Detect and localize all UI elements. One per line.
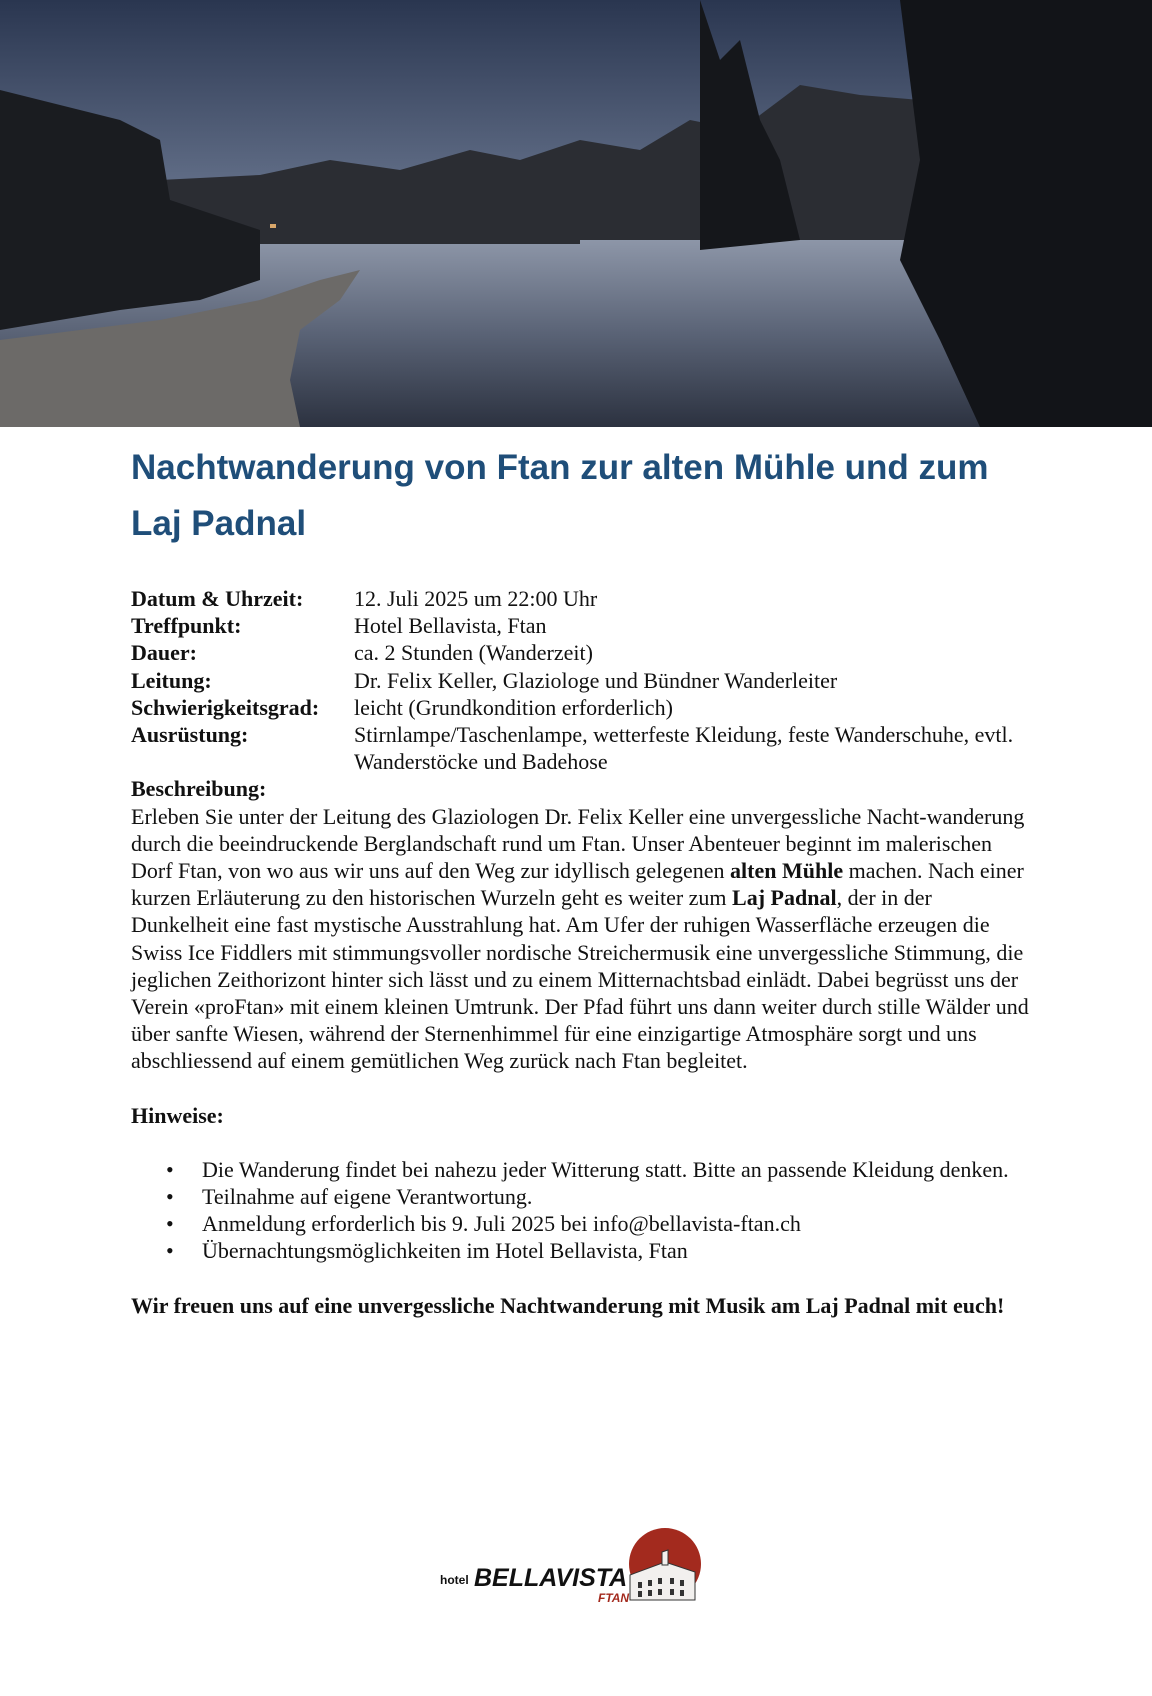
detail-row-difficulty	[131, 694, 1031, 721]
title-line-2: Laj Padnal	[131, 504, 307, 543]
title-line-1: Nachtwanderung von Ftan zur alten Mühle und zum	[131, 448, 989, 487]
event-content	[131, 585, 1031, 1319]
list-item: • Übernachtungsmöglichkeiten im Hotel Bellavista, Ftan	[202, 1237, 1031, 1264]
description-heading: Beschreibung:	[131, 776, 267, 802]
hero-image	[0, 0, 1152, 427]
bellavista-logo	[430, 1520, 710, 1620]
detail-value: ca. 2 Stunden (Wanderzeit)	[354, 640, 593, 666]
detail-value: 12. Juli 2025 um 22:00 Uhr	[354, 586, 598, 611]
logo-small: hotel	[440, 1573, 469, 1587]
detail-label: Treffpunkt:	[131, 613, 242, 639]
detail-label: Ausrüstung:	[131, 722, 249, 748]
detail-row-duration	[131, 639, 1031, 666]
detail-label: Schwierigkeitsgrad:	[131, 694, 320, 720]
notes-list	[131, 1156, 1031, 1265]
night-lake-landscape	[0, 0, 1152, 427]
description-text: Erleben Sie unter der Leitung des Glaziologen Dr. Felix Keller eine unvergessliche Nacht-wanderung durch die beeindruckende Berglandschaft rund um Ftan. Unser Abenteuer beginnt im malerischen Dorf Ftan, von wo aus wir uns auf den Weg zur idyllisch gelegenen alten Mühle machen. Nach einer kurzen Erläuterung zu den historischen Wurzeln geht es weiter zum Laj Padnal, der in der Dunkelheit eine fast mystische Ausstrahlung hat. Am Ufer der ruhigen Wasserfläche erzeugen die Swiss Ice Fiddlers mit stimmungsvoller nordische Streichermusik eine unvergessliche Stimmung, die jeglichen Zeithorizont hinter sich lässt und zu einem Mitternachtsbad einlädt. Dabei begrüsst uns der Verein «proFtan» mit einem kleinen Umtrunk. Der Pfad führt uns dann weiter durch stille Wälder und über sanfte Wiesen, während der Sternenhimmel für eine einzigartige Atmosphäre sorgt und uns abschliessend auf einem gemütlichen Weg zurück nach Ftan begleitet.	[131, 803, 1029, 1074]
list-item: • Anmeldung erforderlich bis 9. Juli 2025 bei info@bellavista-ftan.ch	[202, 1210, 1031, 1237]
detail-label: Leitung:	[131, 667, 212, 693]
detail-value: Hotel Bellavista, Ftan	[354, 613, 547, 639]
list-item: • Teilnahme auf eigene Verantwortung.	[202, 1183, 1031, 1210]
detail-row-date	[131, 585, 1031, 612]
detail-value: Dr. Felix Keller, Glaziologe und Bündner Wanderleiter	[354, 667, 838, 693]
closing-text: Wir freuen uns auf eine unvergessliche Nachtwanderung mit Musik am Laj Padnal mit euch!	[131, 1292, 1005, 1318]
detail-row-equipment	[131, 721, 1031, 775]
notes-heading: Hinweise:	[131, 1102, 224, 1128]
detail-row-leader	[131, 667, 1031, 694]
hotel-logo	[430, 1520, 710, 1620]
detail-label: Dauer:	[131, 640, 197, 666]
detail-value: leicht (Grundkondition erforderlich)	[354, 694, 673, 720]
page-title	[131, 440, 1031, 552]
list-item: • Die Wanderung findet bei nahezu jeder Witterung statt. Bitte an passende Kleidung denken.	[202, 1156, 1031, 1183]
description-section	[131, 775, 1031, 1074]
detail-row-meeting-point	[131, 612, 1031, 639]
detail-value: Stirnlampe/Taschenlampe, wetterfeste Kleidung, feste Wanderschuhe, evtl. Wanderstöcke und Badehose	[354, 722, 1014, 775]
logo-name: BELLAVISTA	[474, 1564, 628, 1592]
logo-place: FTAN	[598, 1591, 630, 1605]
detail-label: Datum & Uhrzeit:	[131, 586, 304, 611]
